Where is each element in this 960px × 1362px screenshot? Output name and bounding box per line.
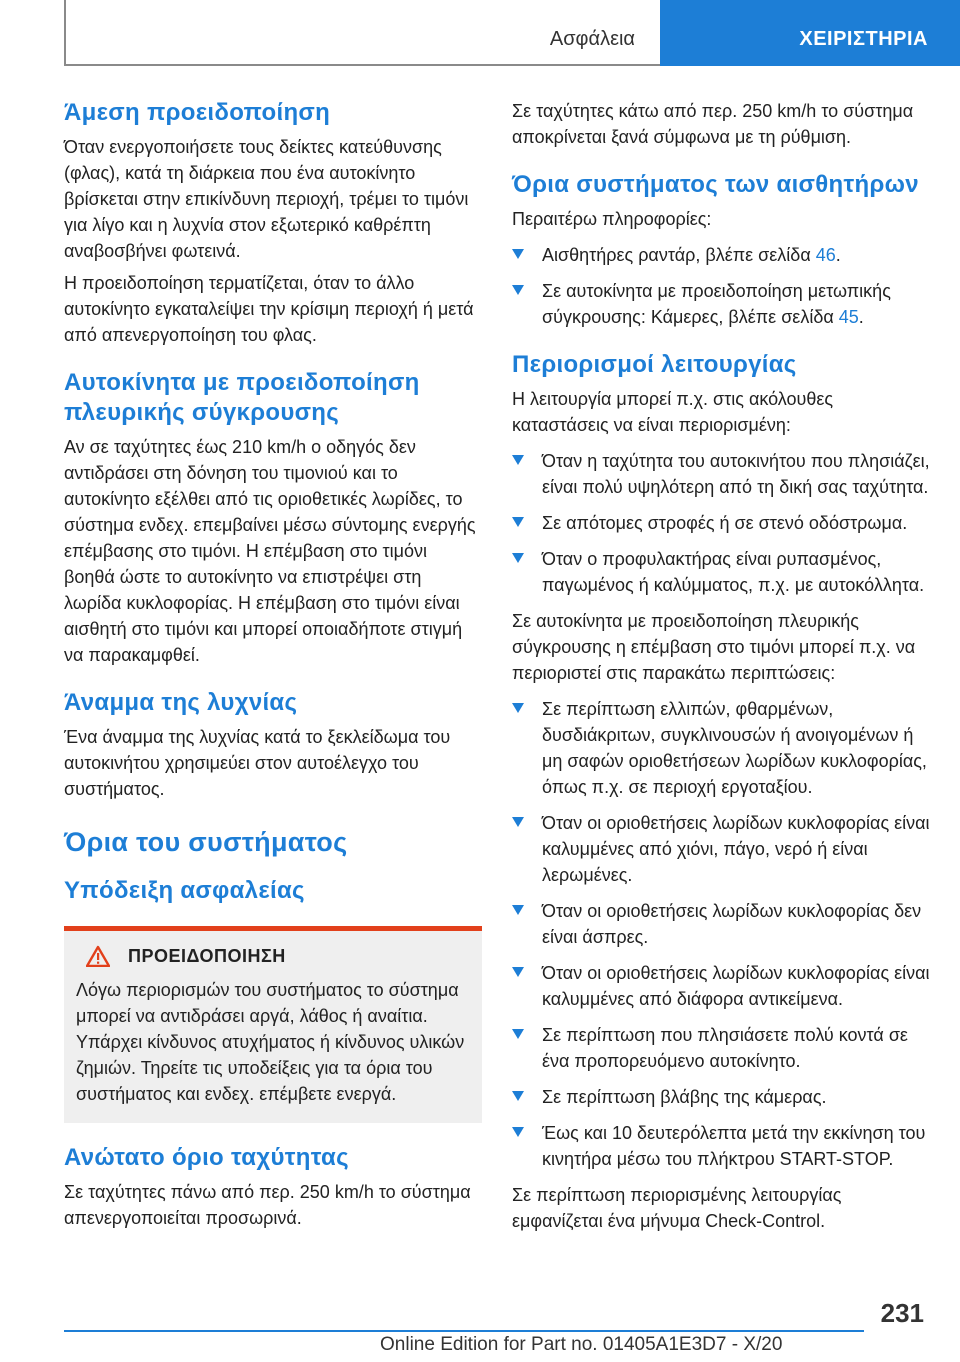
list-item-text: Σε περίπτωση ελλιπών, φθαρμένων, δυσδιάκριτων, συγκλινουσών ή ανοιγομένων ή μη σαφών οριοθετήσεων λωρίδων κυκλοφορίας, όπως π.χ. σε περιοχή εργοταξίου. [542, 699, 927, 797]
paragraph: Σε αυτοκίνητα με προειδοποίηση πλευρικής σύγκρουσης η επέμβαση στο τιμόνι μπορεί π.χ. να περιοριστεί στις παρακάτω περιπτώσεις: [512, 611, 916, 683]
list-item [512, 898, 932, 950]
list-item [512, 510, 932, 536]
list-item-text: Αισθητήρες ραντάρ, βλέπε σελίδα [542, 245, 816, 265]
list-item [512, 1084, 932, 1110]
warning-box [64, 926, 482, 1123]
left-column [64, 98, 482, 1231]
header-divider-horizontal [64, 64, 660, 66]
sensor-list [512, 242, 932, 330]
paragraph: Σε ταχύτητες πάνω από περ. 250 km/h το σύστημα απενεργοποιείται προσωρινά. [64, 1182, 471, 1228]
paragraph: Η λειτουργία μπορεί π.χ. στις ακόλουθες καταστάσεις να είναι περιορισμένη: [512, 389, 834, 435]
list-item [512, 1022, 932, 1074]
list-item-text: Όταν οι οριοθετήσεις λωρίδων κυκλοφορίας είναι καλυμμένες από διάφορα αντικείμενα. [542, 963, 930, 1009]
list-item-text: Σε περίπτωση που πλησιάσετε πολύ κοντά σε ένα προπορευόμενο αυτοκίνητο. [542, 1025, 908, 1071]
warning-header [76, 945, 470, 967]
bullet-triangle-icon [512, 285, 524, 295]
list-item-end: . [835, 245, 841, 265]
chapter-tab: ΧΕΙΡΙΣΤΗΡΙΑ [660, 0, 960, 66]
bullet-triangle-icon [512, 249, 524, 259]
paragraph: Όταν ενεργοποιήσετε τους δείκτες κατεύθυνσης (φλας), κατά τη διάρκεια που ένα αυτοκίνητο βρίσκεται στην επικίνδυνη περιοχή, τρέμει το τιμόνι για λίγο και η λυχνία στον εξωτερικό καθρέπτη αναβοσβήνει φωτεινά. [64, 137, 469, 261]
bullet-triangle-icon [512, 905, 524, 915]
warning-text: Λόγω περιορισμών του συστήματος το σύστημα μπορεί να αντιδράσει αργά, λάθος ή αναίτια. Υπάρχει κίνδυνος ατυχήματος ή κίνδυνος υλικών ζημιών. Τηρείτε τις υποδείξεις για τα όρια του συστήματος και ενδεχ. επέμβετε ενεργά. [76, 980, 465, 1104]
list-item [512, 278, 932, 330]
list-item [512, 1120, 932, 1172]
list-item [512, 448, 932, 500]
list-item-text: Όταν η ταχύτητα του αυτοκινήτου που πλησιάζει, είναι πολύ υψηλότερη από τη δική σας ταχύτητα. [542, 451, 930, 497]
header-divider-vertical [64, 0, 66, 66]
heading-system-limits: Όρια του συστήματος [64, 827, 348, 857]
function-limits-list [512, 448, 932, 598]
list-item [512, 810, 932, 888]
bullet-triangle-icon [512, 1029, 524, 1039]
list-item [512, 242, 932, 268]
list-item-text: Όταν οι οριοθετήσεις λωρίδων κυκλοφορίας δεν είναι άσπρες. [542, 901, 922, 947]
heading-direct-warning: Άμεση προειδοποίηση [64, 99, 331, 126]
page-header [0, 0, 960, 66]
heading-function-limits: Περιορισμοί λειτουργίας [512, 351, 797, 378]
bullet-triangle-icon [512, 817, 524, 827]
heading-lamp: Άναμμα της λυχνίας [64, 689, 298, 716]
list-item-text: Όταν οι οριοθετήσεις λωρίδων κυκλοφορίας είναι καλυμμένες από χιόνι, πάγο, νερό ή είναι λερωμένες. [542, 813, 930, 885]
bullet-triangle-icon [512, 455, 524, 465]
heading-sensor-limits: Όρια συστήματος των αισθητήρων [512, 171, 919, 198]
paragraph: Ένα άναμμα της λυχνίας κατά το ξεκλείδωμα του αυτοκινήτου χρησιμεύει στον αυτοέλεγχο του συστήματος. [64, 727, 451, 799]
right-column [512, 98, 932, 1234]
list-item-text: Σε απότομες στροφές ή σε στενό οδόστρωμα. [542, 513, 908, 533]
list-item-text: Όταν ο προφυλακτήρας είναι ρυπασμένος, παγωμένος ή καλύμματος, π.χ. με αυτοκόλλητα. [542, 549, 925, 595]
bullet-triangle-icon [512, 1127, 524, 1137]
edition-text: Online Edition for Part no. 01405A1E3D7 - X/20 [380, 1334, 783, 1355]
paragraph: Σε περίπτωση περιορισμένης λειτουργίας εμφανίζεται ένα μήνυμα Check-Control. [512, 1185, 842, 1231]
bullet-triangle-icon [512, 703, 524, 713]
warning-title: ΠΡΟΕΙΔΟΠΟΙΗΣΗ [128, 945, 286, 966]
page-link[interactable]: 46 [815, 245, 836, 265]
warning-triangle-icon [86, 945, 110, 967]
heading-speed-limit: Ανώτατο όριο ταχύτητας [64, 1144, 349, 1171]
bullet-triangle-icon [512, 517, 524, 527]
list-item-text: Σε αυτοκίνητα με προειδοποίηση μετωπικής σύγκρουσης: Κάμερες, βλέπε σελίδα [542, 281, 891, 327]
page-number: 231 [880, 1298, 924, 1328]
steering-limits-list [512, 696, 932, 1172]
paragraph: Σε ταχύτητες κάτω από περ. 250 km/h το σύστημα αποκρίνεται ξανά σύμφωνα με τη ρύθμιση. [512, 101, 914, 147]
heading-side-collision: Αυτοκίνητα με προειδοποίηση πλευρικής σύγκρουσης [64, 369, 420, 426]
section-title: Ασφάλεια [549, 28, 635, 50]
list-item [512, 696, 932, 800]
list-item-end: . [858, 307, 864, 327]
heading-safety-note: Υπόδειξη ασφαλείας [64, 877, 305, 904]
bullet-triangle-icon [512, 1091, 524, 1101]
list-item [512, 960, 932, 1012]
footer-divider [64, 1330, 864, 1332]
bullet-triangle-icon [512, 553, 524, 563]
list-item [512, 546, 932, 598]
paragraph: Περαιτέρω πληροφορίες: [512, 209, 712, 229]
list-item-text: Σε περίπτωση βλάβης της κάμερας. [542, 1087, 827, 1107]
paragraph: Αν σε ταχύτητες έως 210 km/h ο οδηγός δεν αντιδράσει στη δόνηση του τιμονιού και το αυτοκίνητο εξέλθει από τις οριοθετικές λωρίδες, το σύστημα ενδεχ. επεμβαίνει μέσω σύντομης ενεργής επέμβασης στο τιμόνι. Η επέμβαση στο τιμόνι βοηθά ώστε το αυτοκίνητο να επιστρέψει στη λωρίδα κυκλοφορίας. Η επέμβαση στο τιμόνι είναι αισθητή στο τιμόνι και μπορεί οποιαδήποτε στιγμή να παρακαμφθεί. [64, 437, 476, 665]
bullet-triangle-icon [512, 967, 524, 977]
paragraph: Η προειδοποίηση τερματίζεται, όταν το άλλο αυτοκίνητο εγκαταλείψει την κρίσιμη περιοχή ή μετά από απενεργοποίηση του φλας. [64, 273, 474, 345]
page-link[interactable]: 45 [838, 307, 859, 327]
list-item-text: Έως και 10 δευτερόλεπτα μετά την εκκίνηση του κινητήρα μέσω του πλήκτρου START-STOP. [542, 1123, 926, 1169]
